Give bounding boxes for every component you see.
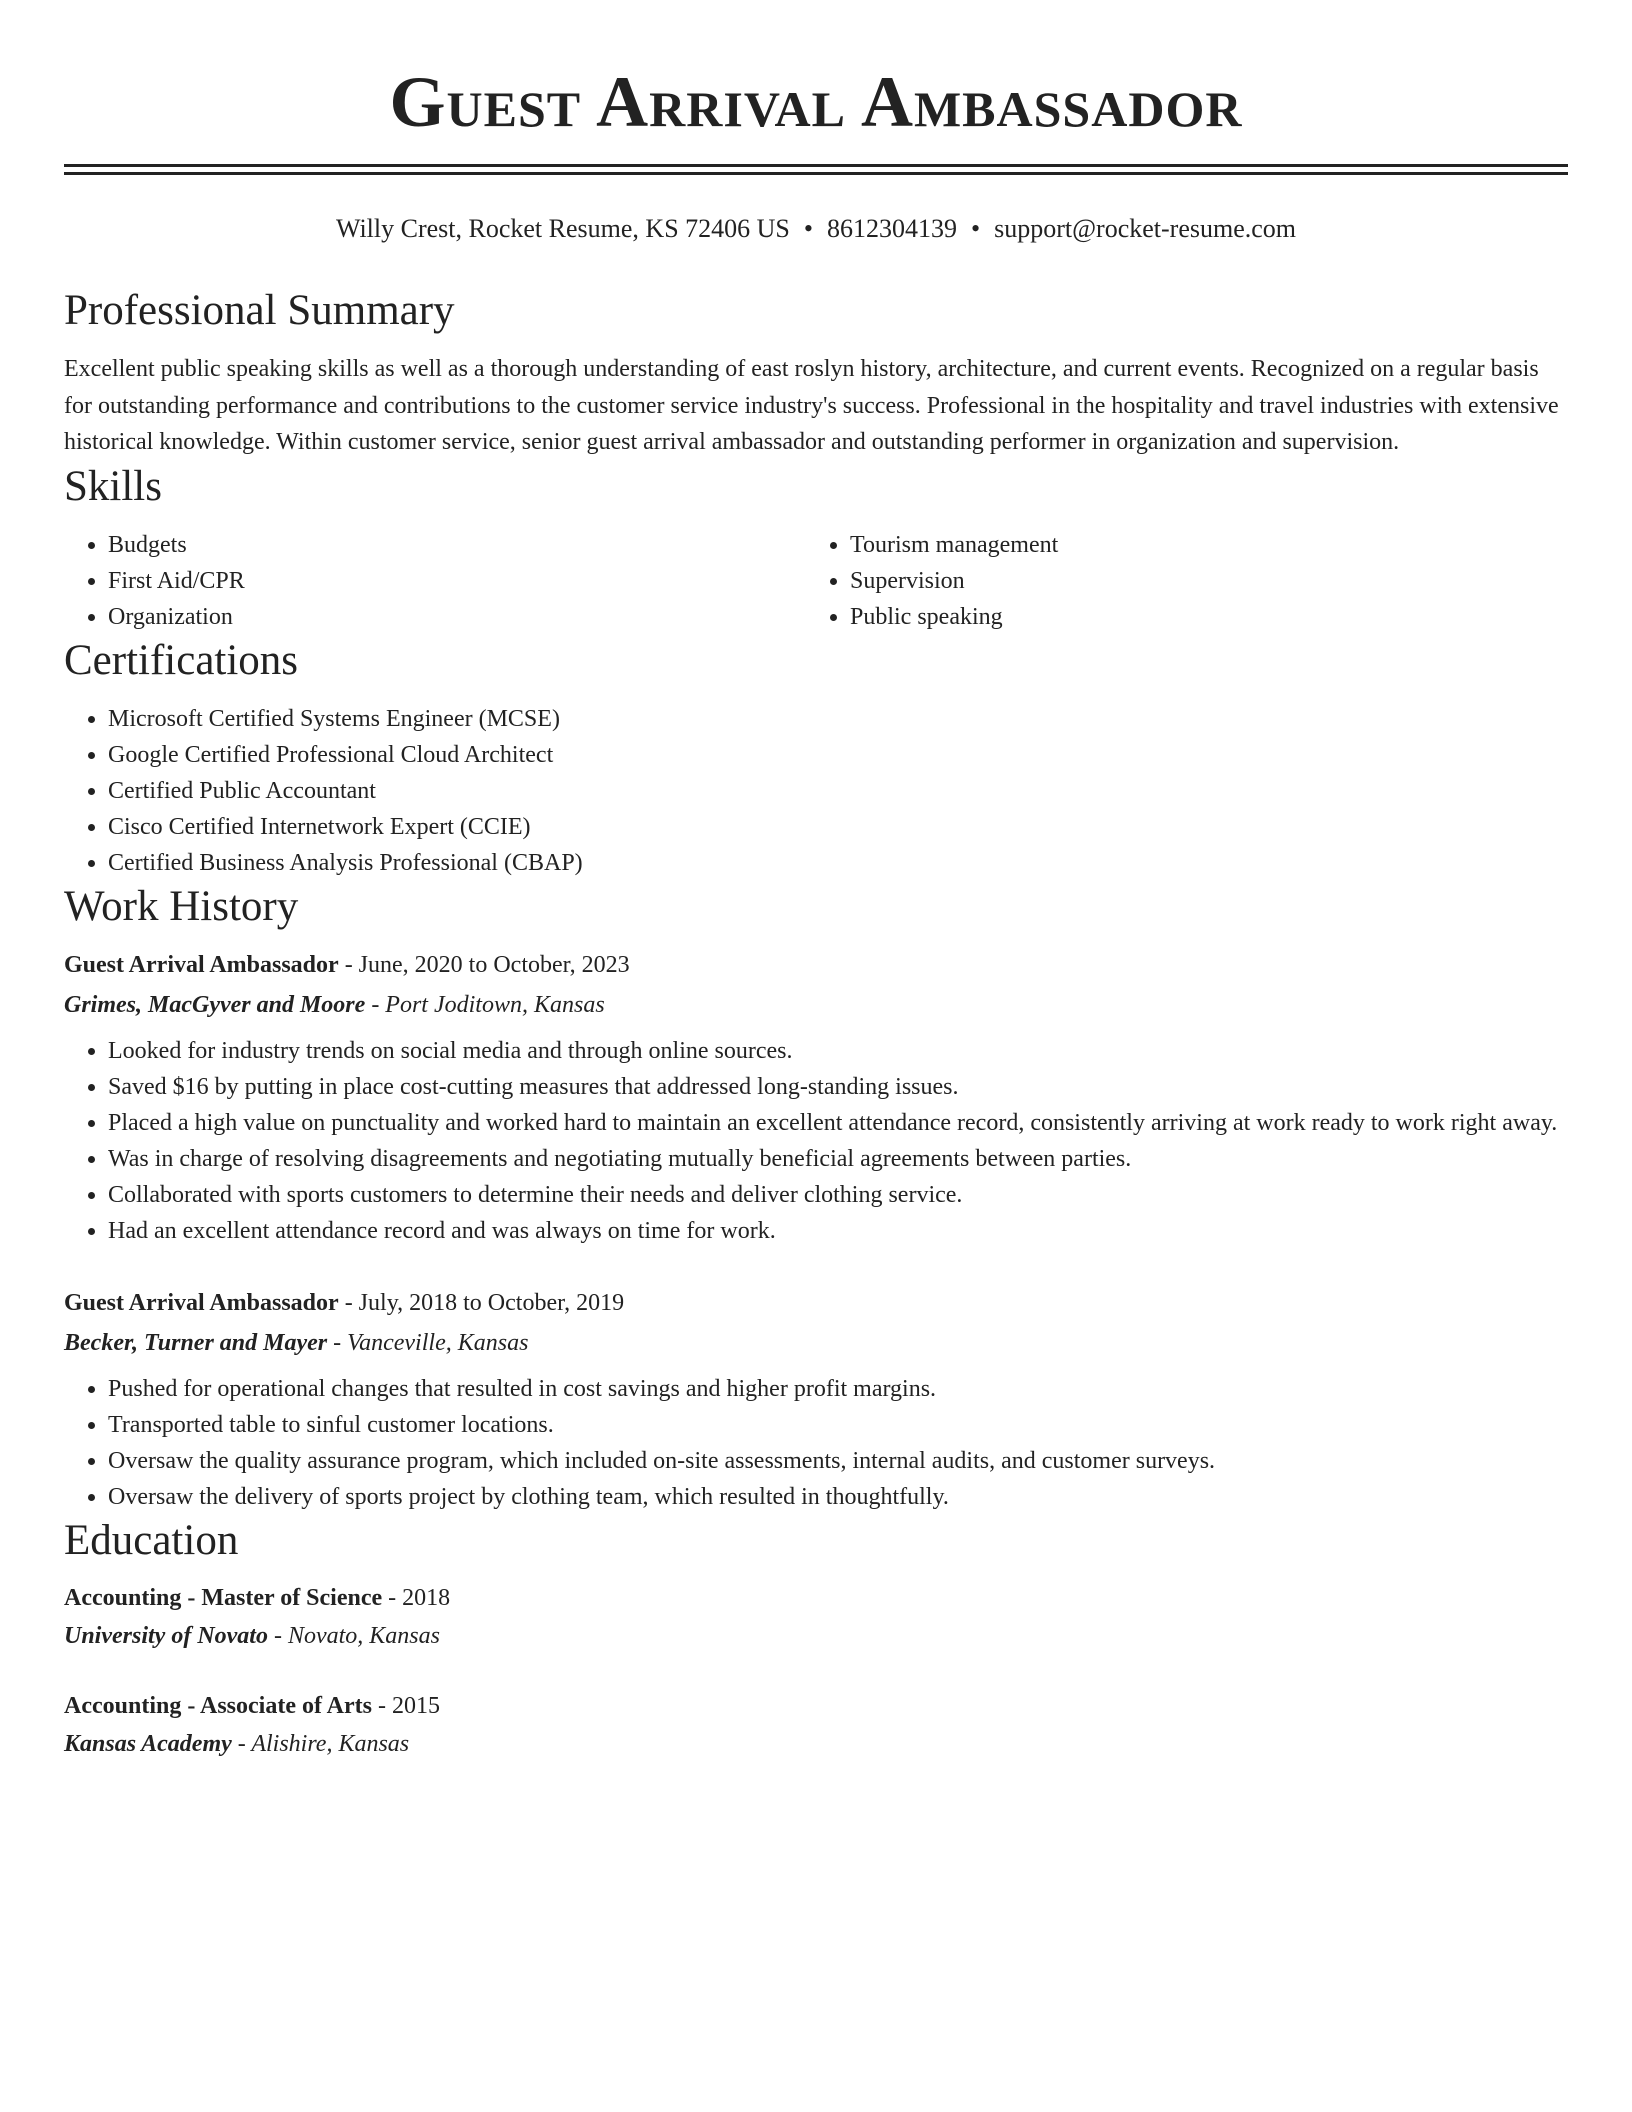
job-title: Guest Arrival Ambassador (64, 951, 339, 978)
job-duty: • Transported table to sinful customer locations. (108, 1407, 1568, 1443)
certifications-heading: Certifications (64, 636, 299, 684)
education-location: - Novato, Kansas (267, 1622, 440, 1649)
job-title-line (64, 945, 1568, 985)
job-company-line (64, 985, 1568, 1025)
certification-item: • Cisco Certified Internetwork Expert (CCIE) (108, 809, 1568, 845)
job-entry (64, 945, 1568, 1249)
job-duty: • Oversaw the quality assurance program, which included on-site assessments, internal audits, and customer surveys. (108, 1443, 1568, 1479)
contact-separator: • (803, 214, 813, 243)
contact-line (64, 211, 1568, 247)
job-company: Becker, Turner and Mayer (64, 1329, 328, 1356)
contact-email: support@rocket-resume.com (994, 214, 1297, 243)
contact-separator: • (971, 214, 981, 243)
certification-item: • Microsoft Certified Systems Engineer (MCSE) (108, 701, 1568, 737)
skill-item: • Supervision (850, 563, 1568, 599)
skill-item: • Tourism management (850, 527, 1568, 563)
education-school-line (64, 1617, 1568, 1655)
education-entry (64, 1579, 1568, 1655)
certification-item: • Certified Business Analysis Professional (CBAP) (108, 845, 1568, 881)
summary-heading: Professional Summary (64, 287, 455, 334)
resume-title: Guest Arrival Ambassador (389, 62, 1243, 142)
education-school: Kansas Academy (64, 1730, 232, 1757)
contact-phone: 8612304139 (827, 214, 957, 243)
skill-item: • First Aid/CPR (108, 563, 806, 599)
job-location: - Port Joditown, Kansas (365, 991, 605, 1018)
job-duty: • Pushed for operational changes that resulted in cost savings and higher profit margins. (108, 1371, 1568, 1407)
job-company-line (64, 1323, 1568, 1363)
job-dates: - June, 2020 to October, 2023 (338, 951, 630, 978)
job-duty: • Oversaw the delivery of sports project by clothing team, which resulted in thoughtfully. (108, 1479, 1568, 1515)
education-degree: Accounting - Associate of Arts (64, 1692, 372, 1719)
certification-item: • Google Certified Professional Cloud Architect (108, 737, 1568, 773)
contact-address: Willy Crest, Rocket Resume, KS 72406 US (335, 214, 790, 243)
education-entry (64, 1687, 1568, 1763)
education-degree: Accounting - Master of Science (64, 1584, 383, 1611)
skill-item: • Public speaking (850, 599, 1568, 635)
certifications-list (64, 701, 1568, 881)
education-degree-line (64, 1687, 1568, 1725)
education-school-line (64, 1725, 1568, 1763)
work-history-heading: Work History (64, 882, 299, 930)
job-title-line (64, 1283, 1568, 1323)
education-year: - 2018 (382, 1584, 451, 1611)
education-degree-line (64, 1579, 1568, 1617)
skill-item: • Organization (108, 599, 806, 635)
job-duty: • Collaborated with sports customers to determine their needs and deliver clothing service. (108, 1177, 1568, 1213)
job-duty: • Placed a high value on punctuality and worked hard to maintain an excellent attendance record, consistently arriving at work ready to work right away. (108, 1105, 1568, 1141)
job-title: Guest Arrival Ambassador (64, 1289, 339, 1316)
job-duty: • Saved $16 by putting in place cost-cutting measures that addressed long-standing issues. (108, 1069, 1568, 1105)
education-year: - 2015 (371, 1692, 440, 1719)
education-heading: Education (64, 1516, 239, 1564)
job-duty: • Had an excellent attendance record and was always on time for work. (108, 1213, 1568, 1249)
certification-item: • Certified Public Accountant (108, 773, 1568, 809)
skills-list-right (806, 527, 1568, 635)
title-double-rule (64, 164, 1568, 175)
job-duties-list (64, 1371, 1568, 1515)
skills-heading: Skills (64, 462, 162, 510)
job-dates: - July, 2018 to October, 2019 (338, 1289, 625, 1316)
skills-list-left (64, 527, 806, 635)
job-company: Grimes, MacGyver and Moore (64, 991, 366, 1018)
skills-grid (64, 513, 1568, 635)
job-duty: • Was in charge of resolving disagreements and negotiating mutually beneficial agreements between parties. (108, 1141, 1568, 1177)
education-school: University of Novato (64, 1622, 268, 1649)
summary-text: Excellent public speaking skills as well as a thorough understanding of east roslyn history, architecture, and current events. Recognized on a regular basis for outstanding performance and contributions to the customer service industry's success. Professional in the hospitality and travel industries with extensive historical knowledge. Within customer service, senior guest arrival ambassador and outstanding performer in organization and supervision. (64, 356, 1559, 455)
job-location: - Vanceville, Kansas (327, 1329, 529, 1356)
job-entry (64, 1283, 1568, 1515)
job-duties-list (64, 1033, 1568, 1249)
job-duty: • Looked for industry trends on social media and through online sources. (108, 1033, 1568, 1069)
skill-item: • Budgets (108, 527, 806, 563)
education-location: - Alishire, Kansas (231, 1730, 410, 1757)
